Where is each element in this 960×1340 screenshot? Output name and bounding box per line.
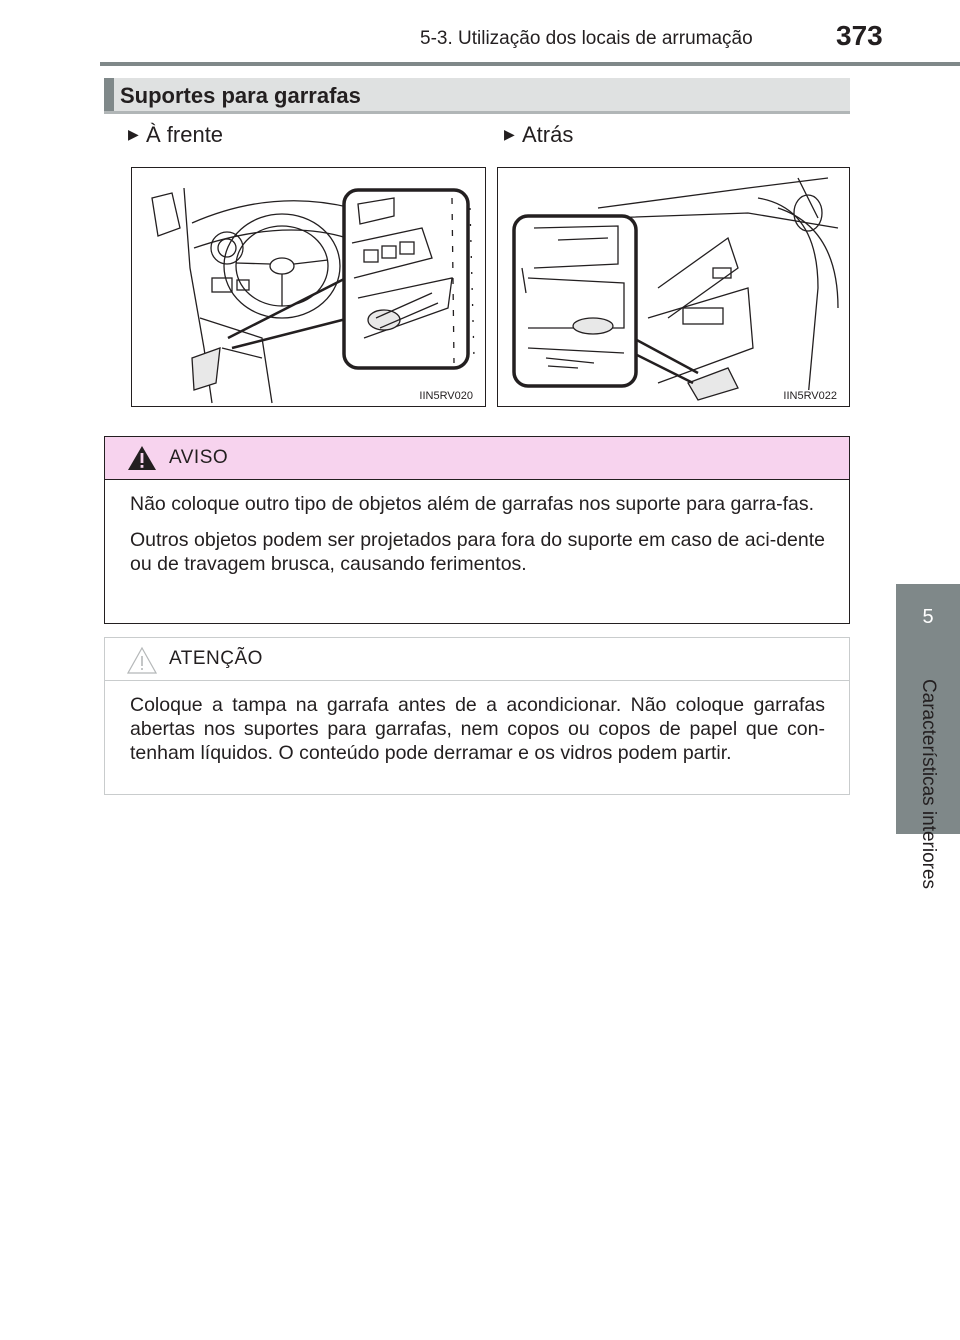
rear-bottle-holder-figure	[497, 167, 850, 407]
warning-triangle-icon	[127, 445, 157, 471]
chapter-title: 5-3. Utilização dos locais de arrumação	[420, 28, 753, 49]
warning-paragraph: Outros objetos podem ser projetados para fora do suporte em caso de aci-dente ou de travagem brusca, causando ferimentos.	[130, 529, 825, 575]
front-view-text: À frente	[146, 122, 224, 147]
page-number: 373	[836, 20, 883, 51]
notice-header	[105, 638, 849, 681]
section-title: Suportes para garrafas	[120, 83, 361, 108]
warning-title: AVISO	[169, 447, 229, 468]
header-rule	[100, 62, 960, 66]
section-header-bar	[104, 78, 114, 111]
rear-view-text: Atrás	[522, 122, 574, 147]
notice-paragraph: Coloque a tampa na garrafa antes de a acondicionar. Não coloque garrafas abertas nos suportes para garrafas, nem copos ou copos de papel que con-tenham líquidos. O conteúdo pode derramar e os vidros podem partir.	[130, 694, 825, 764]
front-bottle-holder-figure	[131, 167, 486, 407]
notice-body	[105, 681, 849, 765]
caution-triangle-icon	[127, 646, 157, 674]
warning-body	[105, 480, 849, 576]
triangle-right-icon: ▶	[128, 126, 139, 142]
notice-title: ATENÇÃO	[169, 648, 263, 669]
front-view-label	[128, 122, 223, 148]
rear-figure-code: IIN5RV022	[783, 390, 837, 402]
warning-box	[104, 436, 850, 624]
rear-interior-illustration	[498, 168, 850, 407]
warning-paragraph: Não coloque outro tipo de objetos além de garrafas nos suporte para garra-fas.	[130, 493, 814, 515]
chapter-side-label: Características interiores	[918, 678, 939, 890]
notice-box	[104, 637, 850, 795]
rear-view-label	[504, 122, 573, 148]
warning-header	[105, 437, 849, 480]
front-figure-code: IIN5RV020	[419, 390, 473, 402]
section-header	[104, 78, 850, 114]
chapter-number: 5	[922, 606, 934, 628]
front-interior-illustration	[132, 168, 486, 407]
triangle-right-icon: ▶	[504, 126, 515, 142]
